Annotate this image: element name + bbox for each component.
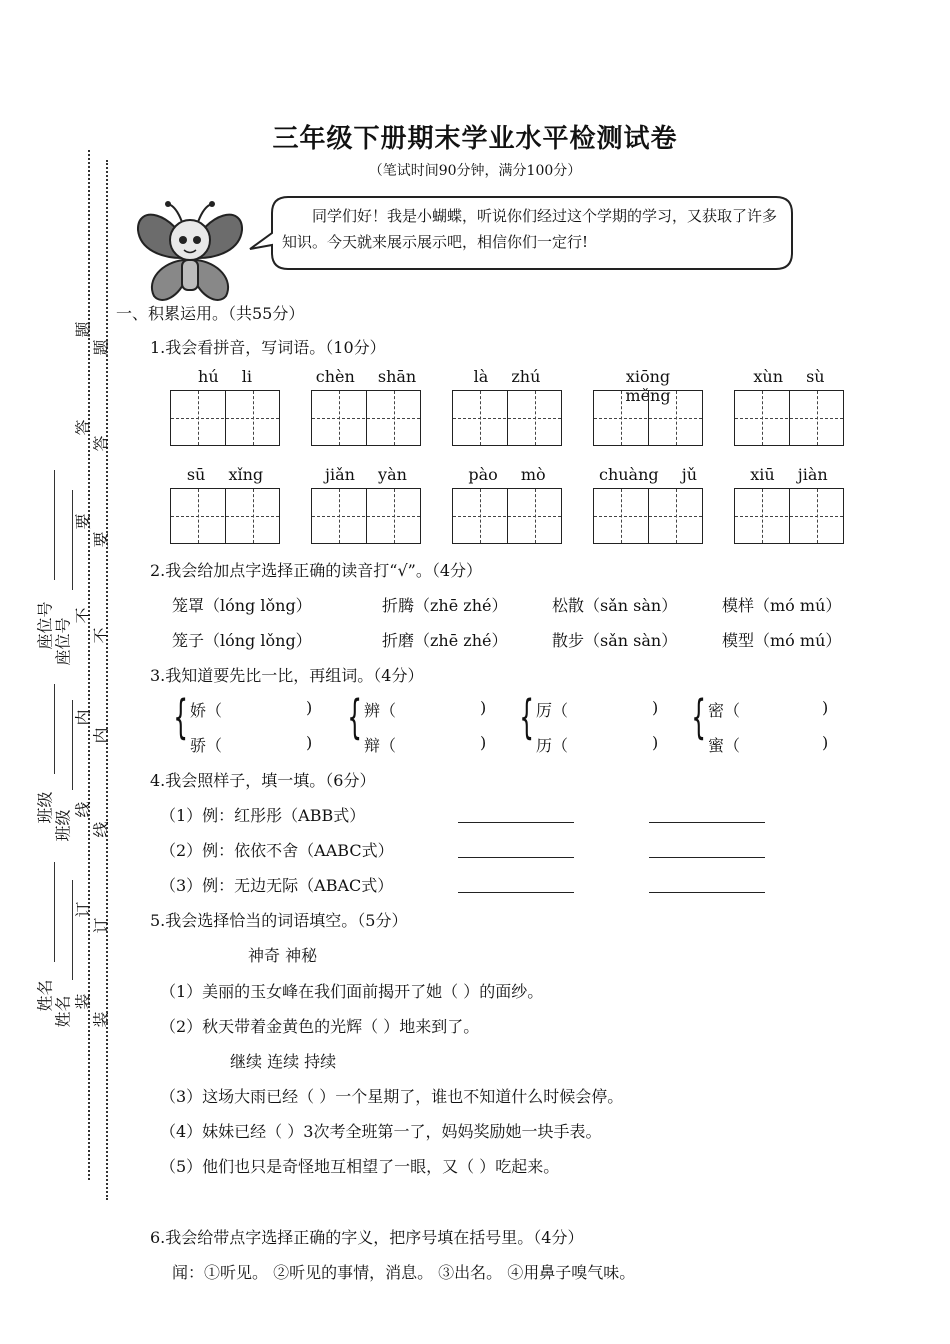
binding-char: 要 xyxy=(73,513,93,530)
section-heading: 一、积累运用。（共55分） xyxy=(116,304,305,323)
word-bank: 神奇 神秘 xyxy=(248,946,318,965)
paren-close: ) xyxy=(822,698,829,717)
example-item: （2）例：依依不舍（AABC式） xyxy=(160,841,394,860)
paren-close: ) xyxy=(306,698,313,717)
greeting-text: 同学们好！我是小蝴蝶，听说你们经过这个学期的学习，又获取了许多知识。今天就来展示展示吧，相信你们一定行! xyxy=(282,207,778,251)
fill-sentence[interactable]: （2）秋天带着金黄色的光辉（ ）地来到了。 xyxy=(160,1017,480,1036)
writing-grid[interactable] xyxy=(452,390,562,446)
writing-grid[interactable] xyxy=(734,390,844,446)
binding-strip xyxy=(0,0,120,1344)
answer-blank[interactable] xyxy=(458,892,574,893)
paren-close: ) xyxy=(306,733,313,752)
page-title: 三年级下册期末学业水平检测试卷 xyxy=(272,124,678,154)
question-prompt: 2.我会给加点字选择正确的读音打“√”。（4分） xyxy=(150,561,483,580)
binding-char: 订 xyxy=(91,917,111,934)
answer-blank[interactable] xyxy=(458,857,574,858)
paren-close: ) xyxy=(480,733,487,752)
binding-char: 内 xyxy=(73,709,93,726)
seat-number-label: 座位号 xyxy=(53,617,73,666)
pinyin-label: chèn shān xyxy=(315,367,417,386)
name-line[interactable] xyxy=(72,880,73,980)
compare-char: 蜜（ xyxy=(708,736,741,755)
binding-char: 装 xyxy=(91,1011,111,1028)
reading-choice[interactable]: 笼子（lóng lǒng） xyxy=(172,631,312,650)
binding-char: 订 xyxy=(73,901,93,918)
fill-sentence[interactable]: （3）这场大雨已经（ ）一个星期了，谁也不知道什么时候会停。 xyxy=(160,1087,624,1106)
binding-char: 题 xyxy=(91,339,111,356)
class-line[interactable] xyxy=(72,700,73,790)
compare-char: 辨（ xyxy=(364,701,397,720)
writing-grid[interactable] xyxy=(452,488,562,544)
example-item: （3）例：无边无际（ABAC式） xyxy=(160,876,394,895)
class-label: 班级 xyxy=(35,791,55,824)
binding-char: 内 xyxy=(91,727,111,744)
brace-icon: { xyxy=(519,690,534,744)
pinyin-label: xùn sù xyxy=(753,367,825,386)
fill-sentence[interactable]: （1）美丽的玉女峰在我们面前揭开了她（ ）的面纱。 xyxy=(160,982,544,1001)
reading-choice[interactable]: 笼罩（lóng lǒng） xyxy=(172,596,312,615)
compare-char: 娇（ xyxy=(190,701,223,720)
pinyin-label: là zhú xyxy=(473,367,541,386)
seat-number-line[interactable] xyxy=(72,490,73,590)
class-line[interactable] xyxy=(54,684,55,774)
answer-blank[interactable] xyxy=(649,822,765,823)
writing-grid[interactable] xyxy=(734,488,844,544)
binding-char: 线 xyxy=(91,821,111,838)
name-label: 姓名 xyxy=(53,995,73,1028)
reading-choice[interactable]: 模型（mó mú） xyxy=(722,631,842,650)
class-label: 班级 xyxy=(53,809,73,842)
binding-char: 不 xyxy=(73,607,93,624)
writing-grid[interactable] xyxy=(593,390,703,446)
brace-icon: { xyxy=(347,690,362,744)
writing-grid[interactable] xyxy=(311,390,421,446)
name-label: 姓名 xyxy=(35,979,55,1012)
brace-icon: { xyxy=(173,690,188,744)
compare-char: 辩（ xyxy=(364,736,397,755)
reading-choice[interactable]: 散步（sǎn sàn） xyxy=(552,631,678,650)
reading-choice[interactable]: 模样（mó mú） xyxy=(722,596,842,615)
brace-icon: { xyxy=(691,690,706,744)
compare-char: 密（ xyxy=(708,701,741,720)
answer-blank[interactable] xyxy=(649,892,765,893)
butterfly-mascot-icon xyxy=(132,200,248,310)
writing-grid[interactable] xyxy=(170,390,280,446)
binding-char: 答 xyxy=(91,435,111,452)
paren-close: ) xyxy=(652,698,659,717)
binding-char: 不 xyxy=(91,627,111,644)
compare-char: 骄（ xyxy=(190,736,223,755)
pinyin-label: chuàng jǔ xyxy=(598,465,697,484)
pinyin-label: pào mò xyxy=(468,465,546,484)
reading-choice[interactable]: 折腾（zhē zhé） xyxy=(382,596,508,615)
pinyin-label: sū xǐng xyxy=(186,465,264,484)
seat-number-label: 座位号 xyxy=(35,601,55,650)
reading-choice[interactable]: 折磨（zhē zhé） xyxy=(382,631,508,650)
binding-char: 装 xyxy=(73,993,93,1010)
pinyin-label: xiū jiàn xyxy=(750,465,828,484)
name-line[interactable] xyxy=(54,862,55,962)
binding-char: 要 xyxy=(91,531,111,548)
question-prompt: 1.我会看拼音，写词语。（10分） xyxy=(150,338,386,357)
question-prompt: 3.我知道要先比一比，再组词。（4分） xyxy=(150,666,424,685)
question-prompt: 6.我会给带点字选择正确的字义，把序号填在括号里。（4分） xyxy=(150,1228,584,1247)
example-item: （1）例：红彤彤（ABB式） xyxy=(160,806,366,825)
paren-close: ) xyxy=(652,733,659,752)
writing-grid[interactable] xyxy=(593,488,703,544)
pinyin-label: jiǎn yàn xyxy=(325,465,407,484)
binding-char: 答 xyxy=(73,419,93,436)
writing-grid[interactable] xyxy=(311,488,421,544)
meaning-options: 闻：①听见。 ②听见的事情，消息。 ③出名。 ④用鼻子嗅气味。 xyxy=(172,1263,636,1282)
reading-choice[interactable]: 松散（sǎn sàn） xyxy=(552,596,678,615)
question-prompt: 5.我会选择恰当的词语填空。（5分） xyxy=(150,911,408,930)
pinyin-label: xiōng měng xyxy=(625,367,671,405)
fill-sentence[interactable]: （4）妹妹已经（ ）3次考全班第一了，妈妈奖励她一块手表。 xyxy=(160,1122,602,1141)
writing-grid[interactable] xyxy=(170,488,280,544)
pinyin-label: hú li xyxy=(198,367,252,386)
binding-char: 线 xyxy=(73,801,93,818)
question-prompt: 4.我会照样子，填一填。（6分） xyxy=(150,771,376,790)
fill-sentence[interactable]: （5）他们也只是奇怪地互相望了一眼，又（ ）吃起来。 xyxy=(160,1157,560,1176)
word-bank: 继续 连续 持续 xyxy=(230,1052,337,1071)
answer-blank[interactable] xyxy=(458,822,574,823)
seat-number-line[interactable] xyxy=(54,470,55,580)
compare-char: 历（ xyxy=(536,736,569,755)
paren-close: ) xyxy=(480,698,487,717)
compare-char: 厉（ xyxy=(536,701,569,720)
binding-dotted-line-inner xyxy=(106,160,108,1200)
binding-char: 题 xyxy=(73,321,93,338)
page-subtitle: （笔试时间90分钟，满分100分） xyxy=(368,163,582,179)
answer-blank[interactable] xyxy=(649,857,765,858)
paren-close: ) xyxy=(822,733,829,752)
